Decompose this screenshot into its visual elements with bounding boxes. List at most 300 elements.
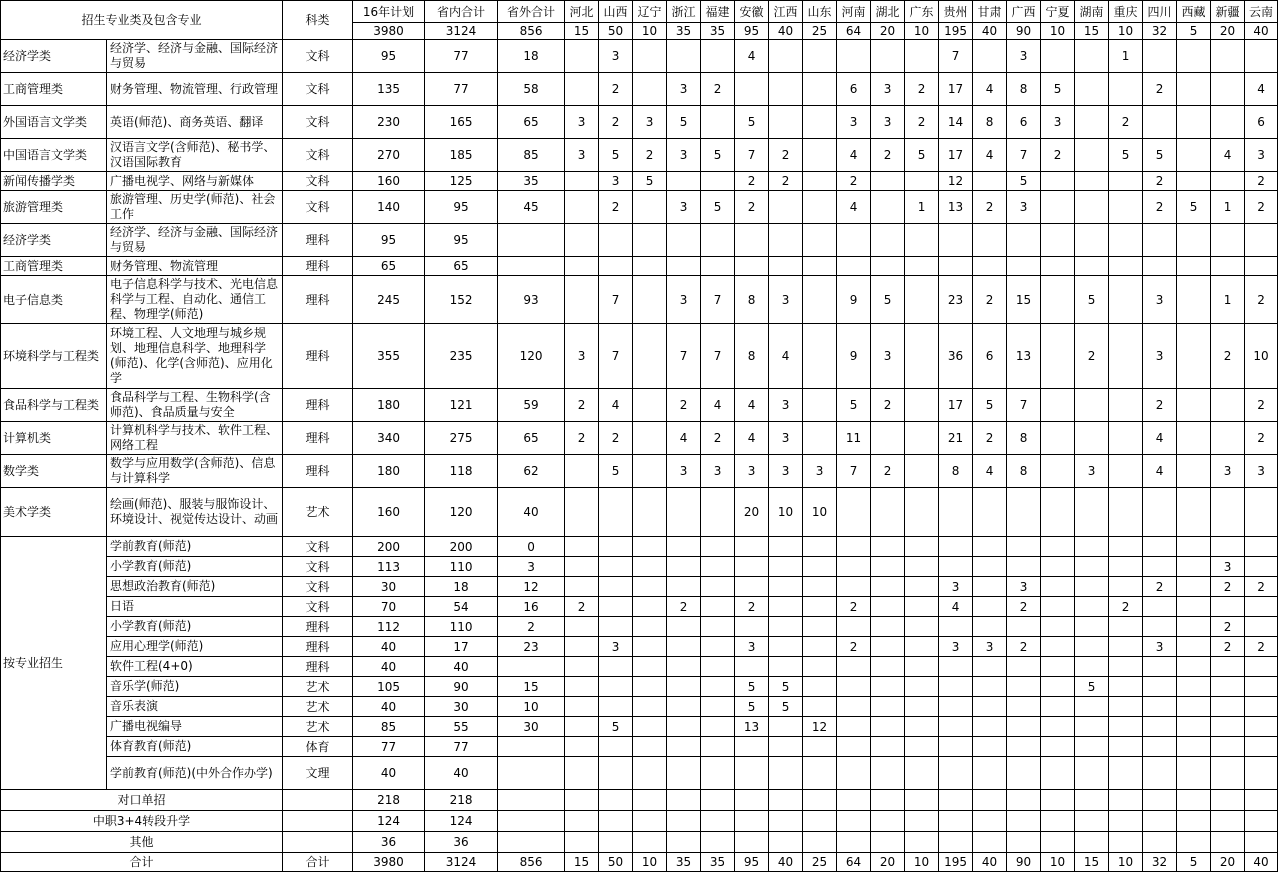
province-value-cell: 2 bbox=[1245, 276, 1278, 324]
province-value-cell bbox=[1177, 832, 1211, 853]
province-value-cell: 7 bbox=[701, 276, 735, 324]
province-value-cell bbox=[1109, 677, 1143, 697]
province-value-cell bbox=[1007, 832, 1041, 853]
province-value-cell bbox=[633, 737, 667, 757]
province-value-cell bbox=[1007, 488, 1041, 537]
inprov-cell: 55 bbox=[425, 717, 498, 737]
province-value-cell bbox=[871, 790, 905, 811]
province-value-cell: 2 bbox=[837, 172, 871, 191]
province-value-cell bbox=[939, 832, 973, 853]
majors-cell: 计算机科学与技术、软件工程、网络工程 bbox=[107, 422, 283, 455]
province-value-cell: 21 bbox=[939, 422, 973, 455]
province-header: 河北 bbox=[565, 1, 599, 23]
province-value-cell bbox=[871, 737, 905, 757]
province-value-cell bbox=[905, 276, 939, 324]
province-value-cell: 5 bbox=[1143, 139, 1177, 172]
province-value-cell bbox=[1211, 172, 1245, 191]
province-value-cell bbox=[973, 832, 1007, 853]
province-value-cell: 8 bbox=[1007, 455, 1041, 488]
table-row bbox=[1, 389, 1278, 422]
province-value-cell bbox=[701, 597, 735, 617]
province-value-cell bbox=[1211, 224, 1245, 257]
province-value-cell bbox=[837, 657, 871, 677]
special-label: 对口单招 bbox=[1, 790, 283, 811]
province-value-cell bbox=[1177, 257, 1211, 276]
table-row bbox=[1, 106, 1278, 139]
province-value-cell bbox=[1075, 832, 1109, 853]
province-value-cell bbox=[633, 389, 667, 422]
province-header: 甘肃 bbox=[973, 1, 1007, 23]
province-value-cell: 3 bbox=[565, 106, 599, 139]
province-value-cell bbox=[1007, 657, 1041, 677]
subject-cell: 理科 bbox=[283, 389, 353, 422]
province-value-cell bbox=[565, 717, 599, 737]
majors-cell: 经济学、经济与金融、国际经济与贸易 bbox=[107, 224, 283, 257]
province-value-cell bbox=[871, 697, 905, 717]
province-value-cell: 5 bbox=[599, 455, 633, 488]
table-row bbox=[1, 40, 1278, 73]
province-value-cell: 4 bbox=[939, 597, 973, 617]
header-group-label: 招生专业类及包含专业 bbox=[1, 1, 283, 40]
province-value-cell bbox=[1245, 657, 1278, 677]
province-value-cell bbox=[905, 697, 939, 717]
province-value-cell bbox=[1075, 106, 1109, 139]
major-cell: 小学教育(师范) bbox=[107, 617, 283, 637]
major-cell: 音乐学(师范) bbox=[107, 677, 283, 697]
province-value-cell: 4 bbox=[1245, 73, 1278, 106]
province-value-cell: 11 bbox=[837, 422, 871, 455]
province-value-cell bbox=[1211, 422, 1245, 455]
province-value-cell bbox=[939, 657, 973, 677]
province-value-cell: 4 bbox=[973, 455, 1007, 488]
province-value-cell bbox=[769, 577, 803, 597]
province-value-cell bbox=[939, 790, 973, 811]
table-row bbox=[1, 657, 1278, 677]
province-value-cell bbox=[1041, 172, 1075, 191]
province-value-cell bbox=[871, 557, 905, 577]
province-header: 贵州 bbox=[939, 1, 973, 23]
plan-cell: 3980 bbox=[353, 853, 425, 872]
province-header: 浙江 bbox=[667, 1, 701, 23]
province-value-cell: 32 bbox=[1143, 853, 1177, 872]
province-value-cell bbox=[1245, 697, 1278, 717]
province-value-cell bbox=[769, 73, 803, 106]
province-value-cell bbox=[1109, 324, 1143, 389]
province-value-cell bbox=[1007, 537, 1041, 557]
province-value-cell: 13 bbox=[1007, 324, 1041, 389]
province-value-cell: 2 bbox=[1143, 577, 1177, 597]
province-value-cell bbox=[905, 617, 939, 637]
province-value-cell: 3 bbox=[973, 637, 1007, 657]
province-value-cell bbox=[1177, 172, 1211, 191]
province-value-cell bbox=[1075, 191, 1109, 224]
province-value-cell bbox=[905, 637, 939, 657]
province-value-cell bbox=[599, 757, 633, 790]
header-total-cell: 40 bbox=[973, 23, 1007, 40]
majors-cell: 电子信息科学与技术、光电信息科学与工程、自动化、通信工程、物理学(师范) bbox=[107, 276, 283, 324]
category-cell: 计算机类 bbox=[1, 422, 107, 455]
province-value-cell bbox=[1211, 40, 1245, 73]
province-value-cell: 20 bbox=[1211, 853, 1245, 872]
province-value-cell: 15 bbox=[1075, 853, 1109, 872]
province-value-cell bbox=[1075, 637, 1109, 657]
province-value-cell bbox=[871, 617, 905, 637]
subject-cell: 体育 bbox=[283, 737, 353, 757]
majors-cell: 广播电视学、网络与新媒体 bbox=[107, 172, 283, 191]
header-total-cell: 50 bbox=[599, 23, 633, 40]
province-value-cell: 2 bbox=[1109, 597, 1143, 617]
province-value-cell: 2 bbox=[1245, 172, 1278, 191]
major-cell: 应用心理学(师范) bbox=[107, 637, 283, 657]
plan-cell: 40 bbox=[353, 697, 425, 717]
province-value-cell bbox=[1109, 488, 1143, 537]
province-value-cell: 5 bbox=[1075, 276, 1109, 324]
province-value-cell bbox=[667, 577, 701, 597]
majors-cell: 旅游管理、历史学(师范)、社会工作 bbox=[107, 191, 283, 224]
province-value-cell bbox=[565, 697, 599, 717]
inprov-cell: 165 bbox=[425, 106, 498, 139]
header-total-cell: 10 bbox=[633, 23, 667, 40]
plan-cell: 40 bbox=[353, 757, 425, 790]
province-value-cell bbox=[633, 832, 667, 853]
province-value-cell bbox=[599, 617, 633, 637]
outprov-cell: 58 bbox=[498, 73, 565, 106]
subject-cell bbox=[283, 790, 353, 811]
total-subject: 合计 bbox=[283, 853, 353, 872]
province-value-cell bbox=[1143, 697, 1177, 717]
plan-cell: 218 bbox=[353, 790, 425, 811]
province-value-cell bbox=[803, 657, 837, 677]
province-value-cell bbox=[1143, 224, 1177, 257]
outprov-cell: 23 bbox=[498, 637, 565, 657]
subject-cell: 理科 bbox=[283, 324, 353, 389]
province-value-cell: 1 bbox=[1109, 40, 1143, 73]
province-value-cell bbox=[1075, 597, 1109, 617]
province-value-cell bbox=[837, 488, 871, 537]
province-value-cell: 3 bbox=[1143, 276, 1177, 324]
province-value-cell bbox=[1109, 172, 1143, 191]
province-value-cell bbox=[1109, 455, 1143, 488]
majors-cell: 食品科学与工程、生物科学(含师范)、食品质量与安全 bbox=[107, 389, 283, 422]
subject-cell: 艺术 bbox=[283, 717, 353, 737]
province-value-cell: 7 bbox=[701, 324, 735, 389]
province-value-cell bbox=[973, 597, 1007, 617]
province-value-cell bbox=[803, 276, 837, 324]
province-value-cell: 40 bbox=[973, 853, 1007, 872]
province-value-cell bbox=[701, 717, 735, 737]
province-value-cell bbox=[1007, 790, 1041, 811]
header-total-cell: 10 bbox=[905, 23, 939, 40]
province-value-cell bbox=[1007, 224, 1041, 257]
province-value-cell bbox=[905, 40, 939, 73]
province-value-cell: 2 bbox=[837, 637, 871, 657]
province-value-cell bbox=[1245, 597, 1278, 617]
province-value-cell: 3 bbox=[599, 40, 633, 73]
province-value-cell bbox=[871, 832, 905, 853]
header-row bbox=[1, 1, 1278, 23]
province-value-cell bbox=[565, 455, 599, 488]
province-value-cell: 2 bbox=[633, 139, 667, 172]
province-value-cell bbox=[1075, 40, 1109, 73]
province-value-cell bbox=[905, 597, 939, 617]
province-value-cell bbox=[1041, 324, 1075, 389]
province-value-cell: 10 bbox=[803, 488, 837, 537]
province-value-cell bbox=[769, 257, 803, 276]
plan-cell: 355 bbox=[353, 324, 425, 389]
province-value-cell bbox=[735, 790, 769, 811]
by-major-label: 按专业招生 bbox=[1, 537, 107, 790]
province-value-cell: 2 bbox=[1211, 324, 1245, 389]
table-row bbox=[1, 422, 1278, 455]
province-value-cell bbox=[973, 537, 1007, 557]
province-value-cell: 2 bbox=[837, 597, 871, 617]
province-value-cell bbox=[633, 557, 667, 577]
province-value-cell bbox=[599, 537, 633, 557]
province-value-cell: 2 bbox=[565, 597, 599, 617]
total-row bbox=[1, 853, 1278, 872]
province-value-cell: 2 bbox=[735, 597, 769, 617]
province-value-cell: 5 bbox=[599, 139, 633, 172]
province-value-cell: 5 bbox=[633, 172, 667, 191]
province-value-cell bbox=[837, 677, 871, 697]
province-value-cell bbox=[1177, 389, 1211, 422]
inprov-cell: 185 bbox=[425, 139, 498, 172]
province-value-cell: 3 bbox=[939, 637, 973, 657]
province-value-cell bbox=[1245, 677, 1278, 697]
plan-cell: 160 bbox=[353, 172, 425, 191]
province-value-cell: 3 bbox=[769, 455, 803, 488]
province-value-cell: 7 bbox=[667, 324, 701, 389]
province-value-cell bbox=[565, 557, 599, 577]
province-value-cell bbox=[1007, 677, 1041, 697]
province-value-cell bbox=[1041, 422, 1075, 455]
province-value-cell bbox=[803, 172, 837, 191]
province-value-cell: 2 bbox=[973, 191, 1007, 224]
province-value-cell bbox=[1143, 677, 1177, 697]
header-total-cell: 35 bbox=[701, 23, 735, 40]
province-value-cell bbox=[1109, 389, 1143, 422]
province-value-cell bbox=[1109, 697, 1143, 717]
province-value-cell: 6 bbox=[1007, 106, 1041, 139]
province-value-cell bbox=[565, 677, 599, 697]
province-value-cell bbox=[837, 557, 871, 577]
province-value-cell bbox=[1245, 832, 1278, 853]
province-value-cell bbox=[1143, 40, 1177, 73]
province-value-cell bbox=[905, 657, 939, 677]
province-value-cell bbox=[973, 811, 1007, 832]
province-value-cell bbox=[1177, 422, 1211, 455]
province-value-cell bbox=[633, 637, 667, 657]
province-header: 山西 bbox=[599, 1, 633, 23]
province-value-cell: 5 bbox=[1041, 73, 1075, 106]
subject-cell: 文科 bbox=[283, 537, 353, 557]
major-cell: 软件工程(4+0) bbox=[107, 657, 283, 677]
subject-cell: 理科 bbox=[283, 455, 353, 488]
province-value-cell bbox=[1211, 257, 1245, 276]
province-value-cell bbox=[803, 40, 837, 73]
province-value-cell bbox=[871, 257, 905, 276]
province-header: 河南 bbox=[837, 1, 871, 23]
province-header: 宁夏 bbox=[1041, 1, 1075, 23]
province-value-cell bbox=[803, 617, 837, 637]
province-value-cell bbox=[905, 790, 939, 811]
province-value-cell bbox=[633, 677, 667, 697]
province-value-cell bbox=[1177, 697, 1211, 717]
province-value-cell: 2 bbox=[1007, 597, 1041, 617]
province-value-cell: 2 bbox=[769, 139, 803, 172]
province-value-cell bbox=[837, 617, 871, 637]
category-cell: 旅游管理类 bbox=[1, 191, 107, 224]
province-value-cell: 7 bbox=[1007, 389, 1041, 422]
province-value-cell: 17 bbox=[939, 73, 973, 106]
province-value-cell bbox=[769, 811, 803, 832]
subject-cell: 文科 bbox=[283, 40, 353, 73]
province-value-cell bbox=[1075, 172, 1109, 191]
province-value-cell bbox=[1177, 537, 1211, 557]
province-value-cell bbox=[599, 790, 633, 811]
province-value-cell bbox=[1075, 577, 1109, 597]
province-value-cell: 5 bbox=[667, 106, 701, 139]
plan-cell: 40 bbox=[353, 637, 425, 657]
province-value-cell bbox=[837, 40, 871, 73]
province-value-cell: 2 bbox=[701, 73, 735, 106]
province-value-cell: 3 bbox=[1075, 455, 1109, 488]
inprov-cell: 95 bbox=[425, 224, 498, 257]
province-value-cell bbox=[1109, 790, 1143, 811]
province-value-cell bbox=[667, 488, 701, 537]
province-value-cell bbox=[1075, 257, 1109, 276]
province-value-cell bbox=[973, 677, 1007, 697]
province-value-cell: 3 bbox=[735, 455, 769, 488]
plan-cell: 112 bbox=[353, 617, 425, 637]
subject-cell: 理科 bbox=[283, 637, 353, 657]
province-value-cell: 2 bbox=[871, 389, 905, 422]
province-value-cell bbox=[1211, 811, 1245, 832]
province-value-cell: 1 bbox=[1211, 276, 1245, 324]
province-value-cell bbox=[599, 224, 633, 257]
plan-cell: 135 bbox=[353, 73, 425, 106]
province-header: 安徽 bbox=[735, 1, 769, 23]
province-value-cell bbox=[1211, 790, 1245, 811]
province-value-cell: 3 bbox=[599, 637, 633, 657]
province-value-cell: 9 bbox=[837, 324, 871, 389]
province-value-cell bbox=[1075, 537, 1109, 557]
province-value-cell: 2 bbox=[667, 389, 701, 422]
table-row bbox=[1, 537, 1278, 557]
plan-cell: 180 bbox=[353, 389, 425, 422]
province-value-cell bbox=[599, 597, 633, 617]
inprov-cell: 17 bbox=[425, 637, 498, 657]
province-value-cell bbox=[939, 557, 973, 577]
majors-cell: 绘画(师范)、服装与服饰设计、环境设计、视觉传达设计、动画 bbox=[107, 488, 283, 537]
subject-cell: 理科 bbox=[283, 276, 353, 324]
province-value-cell: 20 bbox=[735, 488, 769, 537]
province-value-cell bbox=[905, 488, 939, 537]
province-value-cell: 3 bbox=[667, 73, 701, 106]
province-value-cell bbox=[1075, 717, 1109, 737]
subject-cell: 艺术 bbox=[283, 488, 353, 537]
province-value-cell: 5 bbox=[837, 389, 871, 422]
outprov-cell: 12 bbox=[498, 577, 565, 597]
province-value-cell bbox=[769, 737, 803, 757]
province-value-cell: 2 bbox=[1109, 106, 1143, 139]
province-value-cell bbox=[803, 106, 837, 139]
province-value-cell bbox=[565, 40, 599, 73]
outprov-cell: 3 bbox=[498, 557, 565, 577]
province-value-cell bbox=[633, 324, 667, 389]
province-value-cell: 5 bbox=[701, 191, 735, 224]
province-value-cell bbox=[667, 224, 701, 257]
category-cell: 电子信息类 bbox=[1, 276, 107, 324]
outprov-cell: 93 bbox=[498, 276, 565, 324]
category-cell: 经济学类 bbox=[1, 224, 107, 257]
outprov-cell: 62 bbox=[498, 455, 565, 488]
subject-cell: 艺术 bbox=[283, 697, 353, 717]
province-value-cell bbox=[599, 811, 633, 832]
province-value-cell bbox=[803, 677, 837, 697]
province-value-cell bbox=[973, 257, 1007, 276]
province-value-cell: 2 bbox=[1245, 422, 1278, 455]
province-value-cell: 5 bbox=[905, 139, 939, 172]
province-value-cell bbox=[973, 557, 1007, 577]
plan-cell: 124 bbox=[353, 811, 425, 832]
province-value-cell bbox=[1245, 617, 1278, 637]
province-value-cell bbox=[667, 757, 701, 790]
province-header: 辽宁 bbox=[633, 1, 667, 23]
province-value-cell bbox=[1143, 811, 1177, 832]
province-value-cell bbox=[1211, 106, 1245, 139]
province-value-cell bbox=[1041, 488, 1075, 537]
province-value-cell bbox=[1177, 790, 1211, 811]
province-value-cell: 3 bbox=[1245, 139, 1278, 172]
province-value-cell: 5 bbox=[1177, 191, 1211, 224]
province-value-cell bbox=[905, 717, 939, 737]
province-value-cell: 3 bbox=[565, 139, 599, 172]
province-value-cell bbox=[939, 811, 973, 832]
province-value-cell bbox=[565, 577, 599, 597]
province-value-cell: 10 bbox=[633, 853, 667, 872]
province-value-cell bbox=[1007, 811, 1041, 832]
table-row bbox=[1, 191, 1278, 224]
province-value-cell bbox=[667, 717, 701, 737]
subject-cell: 文科 bbox=[283, 557, 353, 577]
inprov-cell: 124 bbox=[425, 811, 498, 832]
province-value-cell bbox=[973, 224, 1007, 257]
province-value-cell bbox=[871, 191, 905, 224]
inprov-cell: 90 bbox=[425, 677, 498, 697]
province-value-cell: 5 bbox=[599, 717, 633, 737]
plan-cell: 95 bbox=[353, 40, 425, 73]
majors-cell: 数学与应用数学(含师范)、信息与计算科学 bbox=[107, 455, 283, 488]
major-cell: 小学教育(师范) bbox=[107, 557, 283, 577]
province-value-cell: 2 bbox=[1245, 637, 1278, 657]
province-value-cell bbox=[565, 617, 599, 637]
province-value-cell bbox=[769, 557, 803, 577]
province-value-cell bbox=[1143, 257, 1177, 276]
province-value-cell bbox=[905, 832, 939, 853]
province-value-cell: 36 bbox=[939, 324, 973, 389]
province-value-cell bbox=[803, 790, 837, 811]
province-value-cell bbox=[973, 40, 1007, 73]
province-value-cell bbox=[1177, 324, 1211, 389]
province-value-cell: 3 bbox=[1007, 40, 1041, 73]
province-value-cell bbox=[701, 172, 735, 191]
table-row bbox=[1, 257, 1278, 276]
outprov-cell: 85 bbox=[498, 139, 565, 172]
outprov-cell bbox=[498, 832, 565, 853]
province-value-cell bbox=[735, 657, 769, 677]
province-value-cell bbox=[599, 737, 633, 757]
